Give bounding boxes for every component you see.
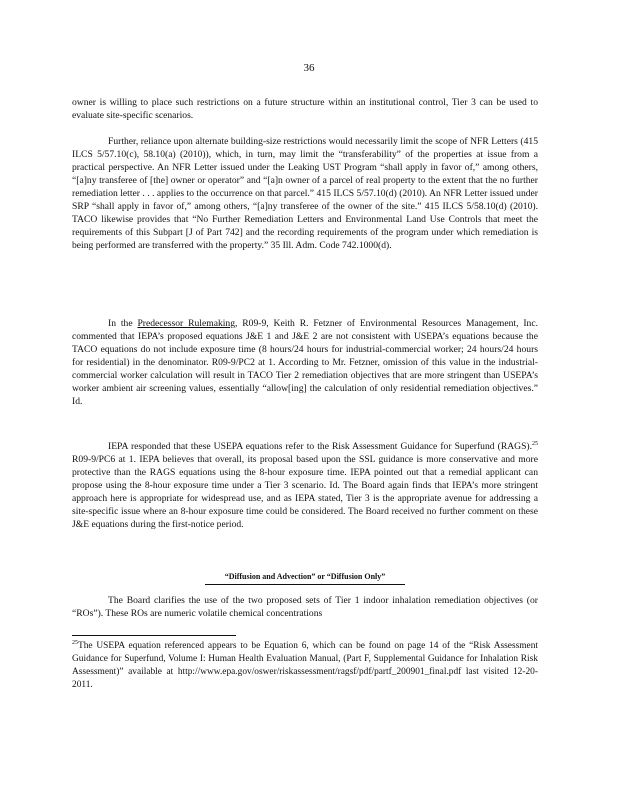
paragraph-text: IEPA responded that these USEPA equations refer to the Risk Assessment Guidance for Superfund (RAGS). bbox=[108, 441, 532, 452]
paragraph-continuation bbox=[72, 96, 538, 122]
paragraph-text: Further, reliance upon alternate building-size restrictions would necessarily limit the scope of NFR Letters (415 ILCS 5/57.10(c), 58.10(a) (2010)), which, in turn, may limit the “transferability” of the properties at issue from a practical perspective. An NFR Letter issued under the Leaking UST Program “shall apply in favor of,” among others, “[a]ny transferee of [the] owner or operator” and “[a]n owner of a parcel of real property to the extent that the no further remediation letter . . . applies to the occurrence on that parcel.” 415 ILCS 5/57.10(d) (2010). An NFR Letter issued under SRP “shall apply in favor of,” among others, “[a]ny transferee of the owner of the site.” 415 ILCS 5/58.10(d) (2010). TACO likewise provides that “No Further Remediation Letters and Environmental Land Use Controls that meet the requirements of this Subpart [J of Part 742] and the recording requirements of the program under which remediation is being performed are transferred with the property.” 35 Ill. Adm. Code 742.1000(d). bbox=[72, 136, 538, 251]
section-heading-text: “Diffusion and Advection” or “Diffusion Only” bbox=[205, 570, 406, 585]
paragraph-text: , R09-9, Keith R. Fetzner of Environmental Resources Management, Inc. commented that IEPA’s proposed equations J&E 1 and J&E 2 are not consistent with USEPA’s equations because the TACO equations do not include exposure time (8 hours/24 hours for industrial-commercial worker; 24 hours/24 hours for residential) in the denominator. R09-9/PC2 at 1. According to Mr. Fetzner, omission of this value in the industrial-commercial worker calculation will result in TACO Tier 2 remediation objectives that are more stringent than USEPA’s worker ambient air screening values, essentially “allow[ing] the calculation of only residential remediation objectives.” Id. bbox=[72, 318, 538, 407]
footnote-mark: 25 bbox=[72, 639, 78, 646]
paragraph-predecessor-rulemaking bbox=[72, 317, 538, 408]
footnote bbox=[72, 640, 538, 692]
footnote-text: The USEPA equation referenced appears to be Equation 6, which can be found on page 14 of the “Risk Assessment Guidance for Superfund, Volume I: Human Health Evaluation Manual, (Part F, Supplemental Guidance for Inhalation Risk Assessment)” available at http://www.epa.gov/oswer/riskassessment/ragsf/pdf/partf_200901_final.pdf last visited 12-20-2011. bbox=[72, 641, 538, 690]
paragraph-board-clarifies bbox=[72, 594, 538, 620]
predecessor-rulemaking-label: Predecessor Rulemaking bbox=[137, 318, 236, 329]
paragraph-text: R09-9/PC6 at 1. IEPA believes that overall, its proposal based upon the SSL guidance is more conservative and more protective than the RAGS equations using the 8-hour exposure time. IEPA pointed out that a remedial applicant can propose using the 8-hour exposure time under a Tier 3 scenario. Id. The Board again finds that IEPA’s more stringent approach here is appropriate for widespread use, and as IEPA stated, Tier 3 is the appropriate avenue for addressing a site-specific issue where an 8-hour exposure time could be considered. The Board received no further comment on these J&E equations during the first-notice period. bbox=[72, 454, 538, 530]
paragraph-text: owner is willing to place such restrictions on a future structure within an institutional control, Tier 3 can be used to evaluate site-specific scenarios. bbox=[72, 97, 538, 121]
page-number: 36 bbox=[303, 62, 315, 74]
section-heading bbox=[72, 570, 538, 585]
paragraph-iepa-response bbox=[72, 440, 538, 531]
footnote-divider bbox=[72, 635, 236, 636]
paragraph-nfr-letters bbox=[72, 135, 538, 252]
footnote-reference[interactable]: 25 bbox=[532, 440, 538, 447]
paragraph-intro: In the bbox=[108, 318, 133, 329]
paragraph-text: The Board clarifies the use of the two proposed sets of Tier 1 indoor inhalation remediation objectives (or “ROs”). These ROs are numeric volatile chemical concentrations bbox=[72, 595, 538, 619]
